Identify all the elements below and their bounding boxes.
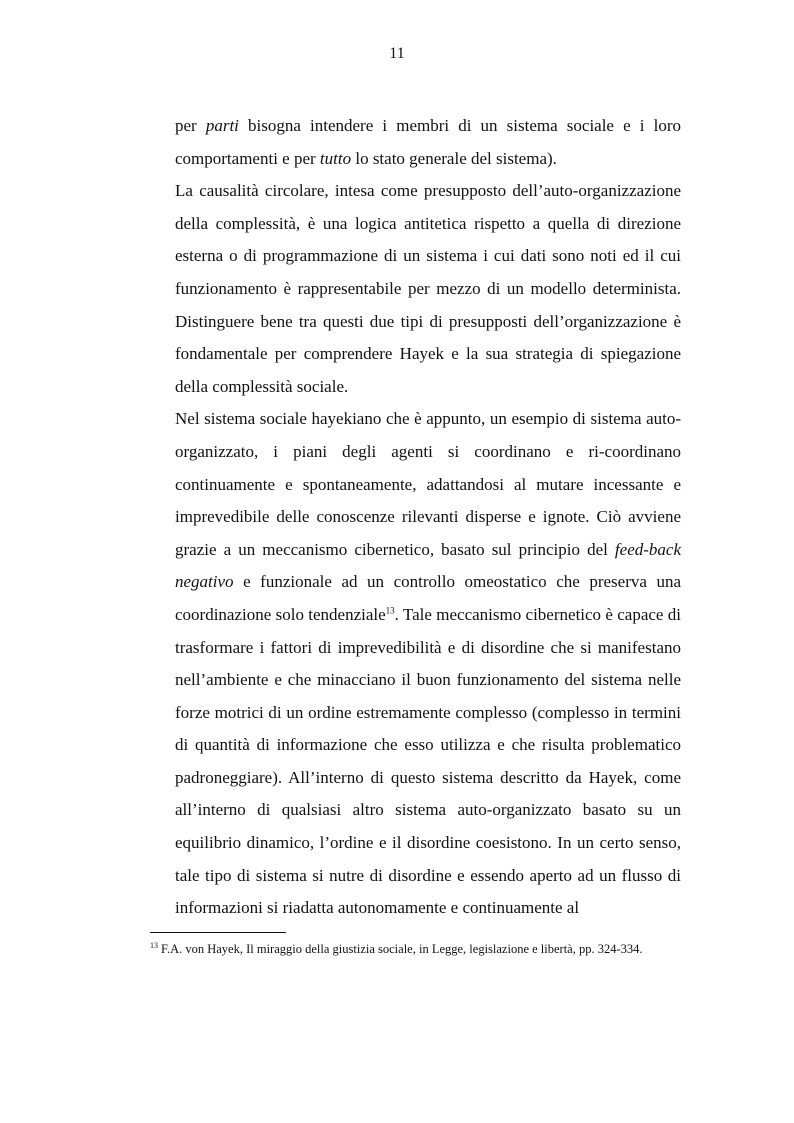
italic-term-tutto: tutto	[319, 148, 352, 168]
page-number: 11	[389, 45, 405, 62]
footnote-reference[interactable]: 13	[385, 605, 395, 616]
paragraph-3-text: e funzionale ad un controllo omeostatico che preserva una coordinazione solo tendenziale	[175, 572, 681, 624]
paragraph-3	[175, 403, 681, 925]
paragraph-3-text: . Tale meccanismo cibernetico è capace di trasformare i fattori di imprevedibilità e di disordine che si manifestano nell’ambiente e che minacciano il buon funzionamento del sistema nelle forze motrici di un ordine estremamente complesso (complesso in termini di quantità di informazione che esso utilizza e che risulta problematico padroneggiare). All’interno di questo sistema descritto da Hayek, come all’interno di qualsiasi altro sistema auto-organizzato basato su un equilibrio dinamico, l’ordine e il disordine coesistono. In un certo senso, tale tipo di sistema si nutre di disordine e essendo aperto ad un flusso di informazioni si riadatta autonomamente e continuamente al	[175, 604, 681, 918]
body-text	[175, 110, 681, 925]
paragraph-2: La causalità circolare, intesa come presupposto dell’auto-organizzazione della complessità, è una logica antitetica rispetto a quella di direzione esterna o di programmazione di un sistema i cui dati sono noti ed il cui funzionamento è rappresentabile per mezzo di un modello determinista. Distinguere bene tra questi due tipi di presupposti dell’organizzazione è fondamentale per comprendere Hayek e la sua strategia di spiegazione della complessità sociale.	[175, 181, 681, 396]
paragraph-1-text: lo stato generale del sistema).	[351, 148, 557, 168]
paragraph-1-text: bisogna intendere i membri di un sistema sociale e i loro comportamenti e per	[175, 116, 681, 168]
footnote-text: F.A. von Hayek, Il miraggio della giustizia sociale, in Legge, legislazione e libertà, pp. 324-334.	[161, 942, 643, 956]
italic-term-feedback: feed-back negativo	[175, 539, 681, 592]
paragraph-1	[175, 110, 681, 175]
paragraph-1-text: per	[175, 116, 206, 135]
footnote-marker: 13	[150, 940, 158, 950]
footnote-divider	[150, 932, 286, 933]
paragraph-3-text: Nel sistema sociale hayekiano che è appunto, un esempio di sistema auto-organizzato, i piani degli agenti si coordinano e ri-coordinano continuamente e spontaneamente, adattandosi al mutare incessante e imprevedibile delle conoscenze rilevanti disperse e ignote. Ciò avviene grazie a un meccanismo cibernetico, basato sul principio del	[175, 409, 681, 559]
italic-term-parti: parti	[205, 116, 239, 135]
footnote	[150, 940, 682, 958]
